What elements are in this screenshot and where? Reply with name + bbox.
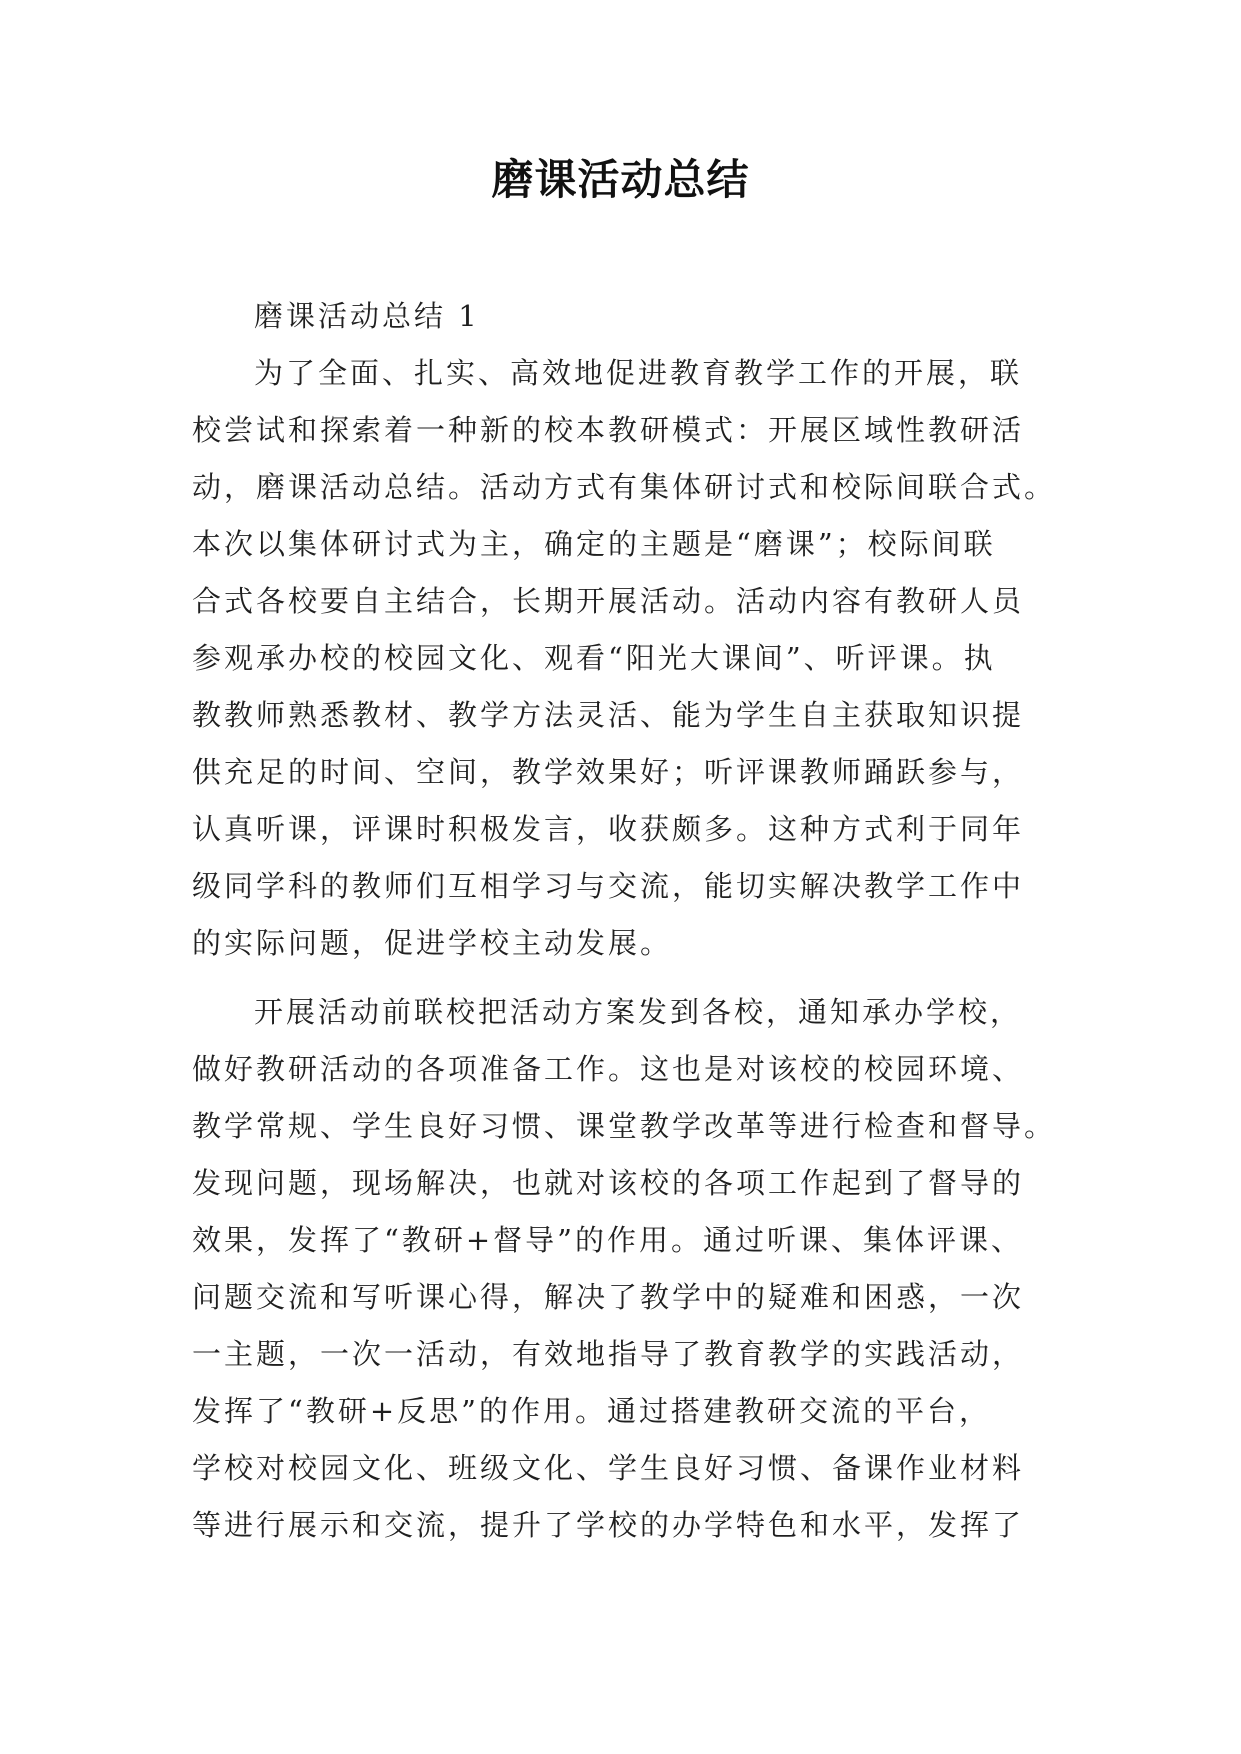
- paragraph-1-line: 供充足的时间、空间，教学效果好；听评课教师踊跃参与，: [192, 755, 1025, 789]
- paragraph-2-line: 教学常规、学生良好习惯、课堂教学改革等进行检查和督导。: [192, 1109, 1057, 1143]
- document-title: 磨课活动总结: [491, 155, 750, 204]
- paragraph-1-line: 动，磨课活动总结。活动方式有集体研讨式和校际间联合式。: [192, 470, 1057, 504]
- document-body: [192, 288, 1072, 1554]
- paragraph-1-line: 教教师熟悉教材、教学方法灵活、能为学生自主获取知识提: [192, 698, 1025, 732]
- paragraph-gap: [192, 972, 1072, 984]
- paragraph-2-line: 学校对校园文化、班级文化、学生良好习惯、备课作业材料: [192, 1451, 1025, 1485]
- paragraph-1-line: 认真听课，评课时积极发言，收获颇多。这种方式利于同年: [192, 812, 1025, 846]
- paragraph-2-line: 一主题，一次一活动，有效地指导了教育教学的实践活动，: [192, 1337, 1025, 1371]
- paragraph-2-line: 发挥了“教研+反思”的作用。通过搭建教研交流的平台，: [192, 1394, 991, 1428]
- paragraph-1-line: 的实际问题，促进学校主动发展。: [192, 926, 673, 960]
- paragraph-2-line: 效果，发挥了“教研+督导”的作用。通过听课、集体评课、: [192, 1223, 1023, 1257]
- paragraph-1-line: 为了全面、扎实、高效地促进教育教学工作的开展，联: [254, 356, 1023, 390]
- section-heading: 磨课活动总结 1: [254, 299, 480, 333]
- paragraph-1-line: 本次以集体研讨式为主，确定的主题是“磨课”；校际间联: [192, 527, 996, 561]
- paragraph-2-line: 发现问题，现场解决，也就对该校的各项工作起到了督导的: [192, 1166, 1025, 1200]
- paragraph-2-line: 做好教研活动的各项准备工作。这也是对该校的校园环境、: [192, 1052, 1025, 1086]
- paragraph-1-line: 校尝试和探索着一种新的校本教研模式：开展区域性教研活: [192, 413, 1025, 447]
- paragraph-1-line: 参观承办校的校园文化、观看“阳光大课间”、听评课。执: [192, 641, 996, 675]
- paragraph-2-line: 开展活动前联校把活动方案发到各校，通知承办学校，: [254, 995, 1023, 1029]
- paragraph-2: [192, 984, 1072, 1554]
- paragraph-1: [192, 345, 1072, 972]
- paragraph-1-line: 级同学科的教师们互相学习与交流，能切实解决教学工作中: [192, 869, 1025, 903]
- paragraph-2-line: 问题交流和写听课心得，解决了教学中的疑难和困惑，一次: [192, 1280, 1025, 1314]
- paragraph-1-line: 合式各校要自主结合，长期开展活动。活动内容有教研人员: [192, 584, 1025, 618]
- paragraph-2-line: 等进行展示和交流，提升了学校的办学特色和水平，发挥了: [192, 1508, 1025, 1542]
